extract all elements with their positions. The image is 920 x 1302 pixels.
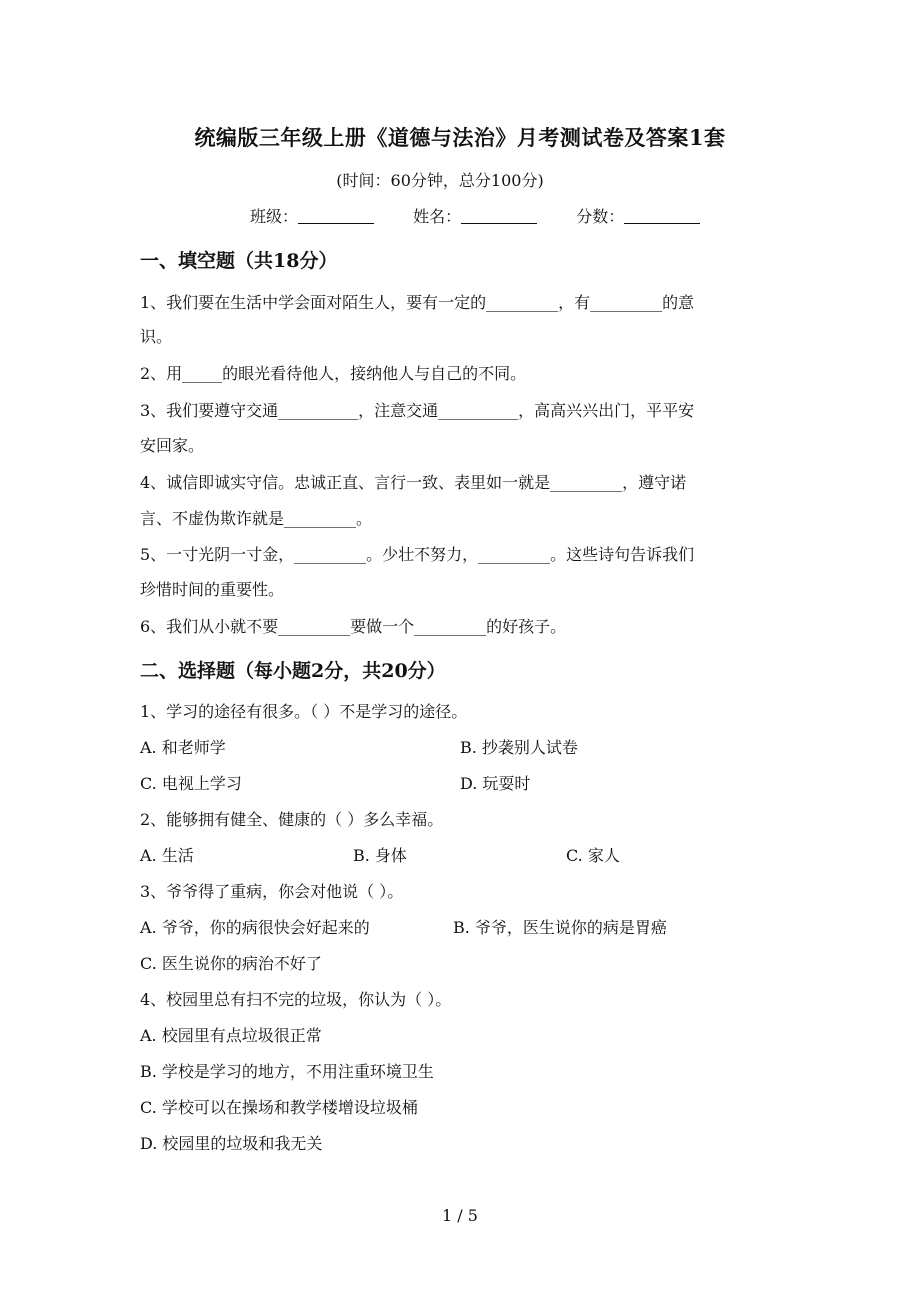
name-blank: [461, 207, 537, 224]
choice-q4-option-a: A. 校园里有点垃圾很正常: [140, 1026, 322, 1045]
fill-q4-line2: 言、不虚伪欺诈就是_________。: [140, 509, 373, 528]
choice-q2-option-a: A. 生活: [140, 846, 194, 865]
score-field: [576, 204, 700, 227]
name-field: [413, 204, 537, 227]
choice-q1-option-c: C. 电视上学习: [140, 774, 242, 793]
choice-q4-option-d: D. 校园里的垃圾和我无关: [140, 1134, 323, 1153]
fill-q6-line1: 6、我们从小就不要_________要做一个_________的好孩子。: [140, 617, 567, 636]
choice-q3-option-c: C. 医生说你的病治不好了: [140, 954, 322, 973]
fill-q3-line1: 3、我们要遵守交通__________，注意交通__________，高高兴兴出门，平平安: [140, 401, 695, 420]
choice-q4-option-c: C. 学校可以在操场和教学楼增设垃圾桶: [140, 1098, 418, 1117]
section-heading-choice: 二、选择题（每小题2分，共20分）: [140, 660, 446, 682]
choice-q2-stem: 2、能够拥有健全、健康的（ ）多么幸福。: [140, 810, 444, 829]
score-label: 分数：: [576, 207, 625, 226]
page-number: 1 / 5: [442, 1206, 478, 1225]
page-title: 统编版三年级上册《道德与法治》月考测试卷及答案1套: [194, 125, 726, 150]
choice-q2-option-c: C. 家人: [566, 846, 620, 865]
choice-q4-option-b: B. 学校是学习的地方，不用注重环境卫生: [140, 1062, 434, 1081]
score-blank: [624, 207, 700, 224]
section-heading-fill-in: 一、填空题（共18分）: [140, 250, 338, 272]
choice-q3-option-a: A. 爷爷，你的病很快会好起来的: [140, 918, 370, 937]
choice-q4-stem: 4、校园里总有扫不完的垃圾，你认为（ ）。: [140, 990, 452, 1009]
fill-q3-line2: 安回家。: [140, 436, 205, 455]
fill-q5-line1: 5、一寸光阴一寸金，_________。少壮不努力，_________。这些诗句告诉我们: [140, 545, 695, 564]
student-info-fields: [250, 204, 734, 227]
class-blank: [298, 207, 374, 224]
class-field: [250, 204, 374, 227]
class-label: 班级：: [250, 207, 299, 226]
fill-q2-line1: 2、用_____的眼光看待他人，接纳他人与自己的不同。: [140, 364, 527, 383]
choice-q2-option-b: B. 身体: [353, 846, 407, 865]
fill-q4-line1: 4、诚信即诚实守信。忠诚正直、言行一致、表里如一就是_________，遵守诺: [140, 473, 687, 492]
choice-q3-stem: 3、爷爷得了重病，你会对他说（ ）。: [140, 882, 404, 901]
exam-time-info: (时间：60分钟，总分100分): [336, 171, 544, 190]
fill-q1-line1: 1、我们要在生活中学会面对陌生人，要有一定的_________，有_________的意: [140, 293, 695, 312]
choice-q1-option-d: D. 玩耍时: [460, 774, 531, 793]
choice-q1-option-a: A. 和老师学: [140, 738, 226, 757]
fill-q5-line2: 珍惜时间的重要性。: [140, 580, 285, 599]
choice-q1-stem: 1、学习的途径有很多。（ ）不是学习的途径。: [140, 702, 468, 721]
fill-q1-line2: 识。: [140, 327, 173, 346]
choice-q3-option-b: B. 爷爷，医生说你的病是胃癌: [453, 918, 667, 937]
name-label: 姓名：: [413, 207, 462, 226]
choice-q1-option-b: B. 抄袭别人试卷: [460, 738, 578, 757]
